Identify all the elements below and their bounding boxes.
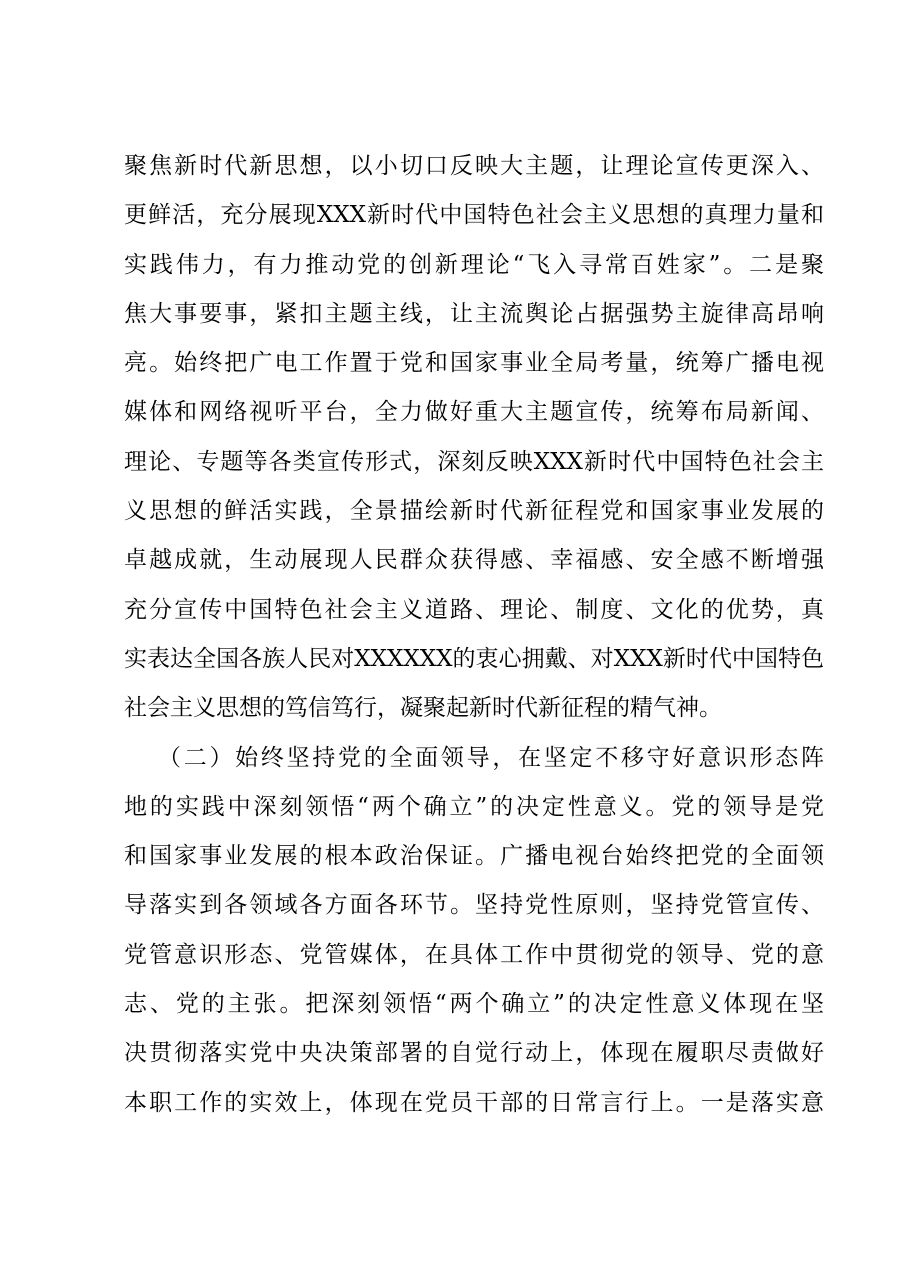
text-line: 和国家事业发展的根本政治保证。广播电视台始终把党的全面领 [124, 843, 824, 870]
text-line: 志、党的主张。把深刻领悟“两个确立”的决定性意义体现在坚 [124, 991, 824, 1018]
text-line: 理论、专题等各类宣传形式，深刻反映XXX新时代中国特色社会主 [124, 448, 824, 475]
text-line: 充分宣传中国特色社会主义道路、理论、制度、文化的优势，真 [124, 596, 824, 623]
text-line: 社会主义思想的笃信笃行，凝聚起新时代新征程的精气神。 [124, 695, 722, 722]
text-line: 地的实践中深刻领悟“两个确立”的决定性意义。党的领导是党 [124, 793, 824, 820]
text-line: 焦大事要事，紧扣主题主线，让主流舆论占据强势主旋律高昂响 [124, 300, 824, 327]
text-line: 义思想的鲜活实践，全景描绘新时代新征程党和国家事业发展的 [124, 498, 824, 525]
text-line: 导落实到各领域各方面各环节。坚持党性原则，坚持党管宣传、 [124, 892, 824, 919]
text-line: 决贯彻落实党中央决策部署的自觉行动上，体现在履职尽责做好 [124, 1040, 824, 1067]
body-text [124, 142, 824, 1128]
text-line: 本职工作的实效上，体现在党员干部的日常言行上。一是落实意 [124, 1089, 824, 1116]
paragraph-heading-line: （二）始终坚持党的全面领导，在坚定不移守好意识形态阵 [158, 744, 824, 771]
text-line: 党管意识形态、党管媒体，在具体工作中贯彻党的领导、党的意 [124, 941, 824, 968]
text-line: 实践伟力，有力推动党的创新理论“飞入寻常百姓家”。二是聚 [124, 251, 824, 278]
text-line: 更鲜活，充分展现XXX新时代中国特色社会主义思想的真理力量和 [124, 202, 824, 229]
text-line: 亮。始终把广电工作置于党和国家事业全局考量，统筹广播电视 [124, 350, 824, 377]
text-line: 媒体和网络视听平台，全力做好重大主题宣传，统筹布局新闻、 [124, 399, 824, 426]
text-line: 卓越成就，生动展现人民群众获得感、幸福感、安全感不断增强 [124, 547, 824, 574]
text-line: 实表达全国各族人民对XXXXXX的衷心拥戴、对XXX新时代中国特色 [124, 645, 824, 672]
text-line: 聚焦新时代新思想，以小切口反映大主题，让理论宣传更深入、 [124, 153, 824, 179]
